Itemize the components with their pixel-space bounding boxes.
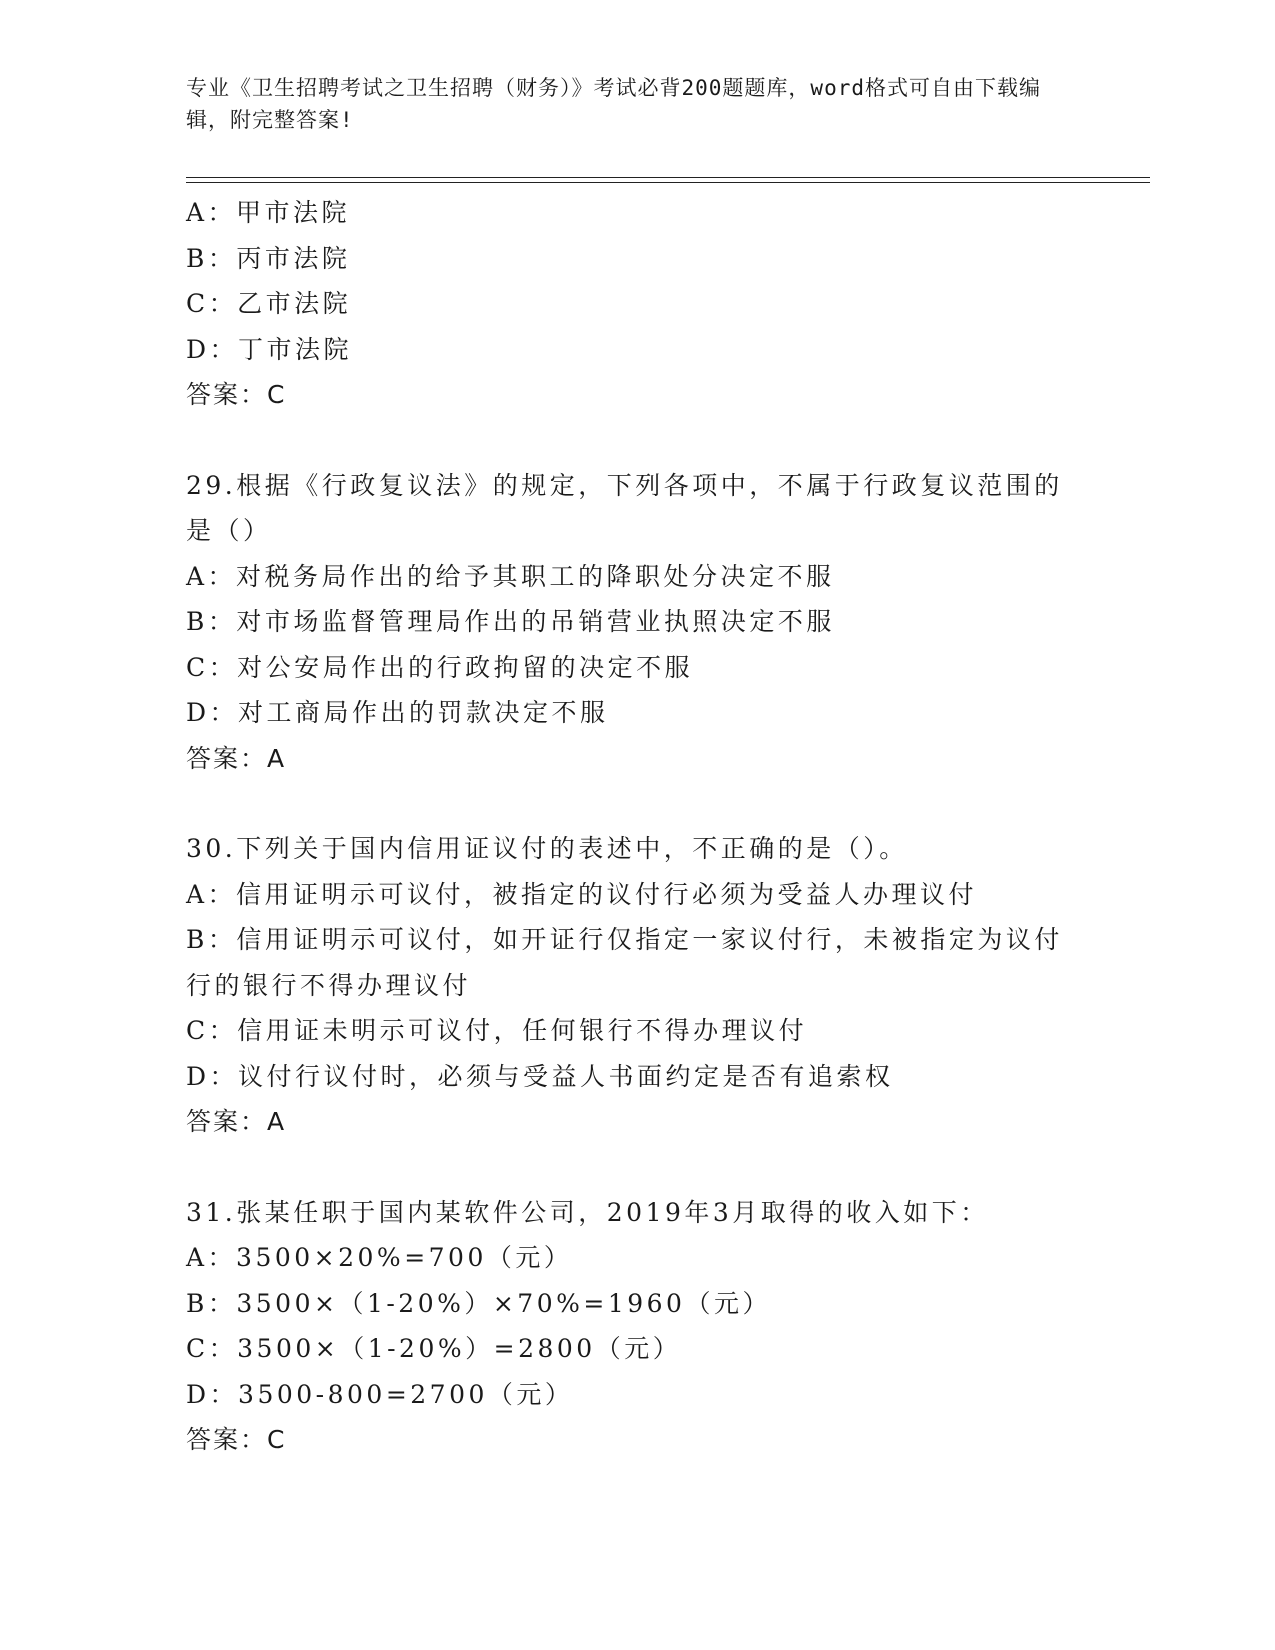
spacer xyxy=(186,1145,1086,1190)
header-rule-top xyxy=(186,177,1150,178)
document-header: 专业《卫生招聘考试之卫生招聘（财务）》考试必背200题题库，word格式可自由下载编辑，附完整答案! xyxy=(186,76,1041,132)
question-stem: 29.根据《行政复议法》的规定，下列各项中，不属于行政复议范围的是（） xyxy=(186,470,1063,545)
answer: 答案：A xyxy=(186,743,287,773)
option-c: C：对公安局作出的行政拘留的决定不服 xyxy=(186,652,694,682)
option-a: A：3500×20%=700（元） xyxy=(186,1243,573,1272)
question-31 xyxy=(186,1190,1086,1463)
answer: 答案：C xyxy=(186,1425,287,1454)
option-b: B：丙市法院 xyxy=(186,243,351,273)
option-a: A：甲市法院 xyxy=(186,198,351,227)
option-c: C：信用证未明示可议付，任何银行不得办理议付 xyxy=(186,1016,808,1045)
option-d: D：议付行议付时，必须与受益人书面约定是否有追索权 xyxy=(186,1061,894,1091)
spacer xyxy=(186,781,1086,826)
option-d: D：丁市法院 xyxy=(186,334,353,364)
option-b: B：信用证明示可议付，如开证行仅指定一家议付行，未被指定为议付行的银行不得办理议付 xyxy=(186,925,1063,1000)
option-c: C：3500×（1-20%）=2800（元） xyxy=(186,1334,682,1363)
answer: 答案：A xyxy=(186,1107,287,1136)
question-28 xyxy=(186,190,1086,418)
spacer xyxy=(186,418,1086,463)
question-list xyxy=(186,190,1086,1463)
option-a: A：信用证明示可议付，被指定的议付行必须为受益人办理议付 xyxy=(186,879,978,909)
question-29 xyxy=(186,463,1086,782)
answer: 答案：C xyxy=(186,380,287,409)
question-stem: 30.下列关于国内信用证议付的表述中，不正确的是（）。 xyxy=(186,834,908,863)
option-d: D：对工商局作出的罚款决定不服 xyxy=(186,698,609,727)
header-rule-bottom xyxy=(186,182,1150,183)
option-d: D：3500-800=2700（元） xyxy=(186,1379,574,1409)
question-30 xyxy=(186,826,1086,1145)
option-b: B：对市场监督管理局作出的吊销营业执照决定不服 xyxy=(186,607,835,636)
option-a: A：对税务局作出的给予其职工的降职处分决定不服 xyxy=(186,561,835,591)
option-b: B：3500×（1-20%）×70%=1960（元） xyxy=(186,1288,771,1318)
question-stem: 31.张某任职于国内某软件公司，2019年3月取得的收入如下： xyxy=(186,1197,989,1227)
option-c: C：乙市法院 xyxy=(186,289,352,318)
